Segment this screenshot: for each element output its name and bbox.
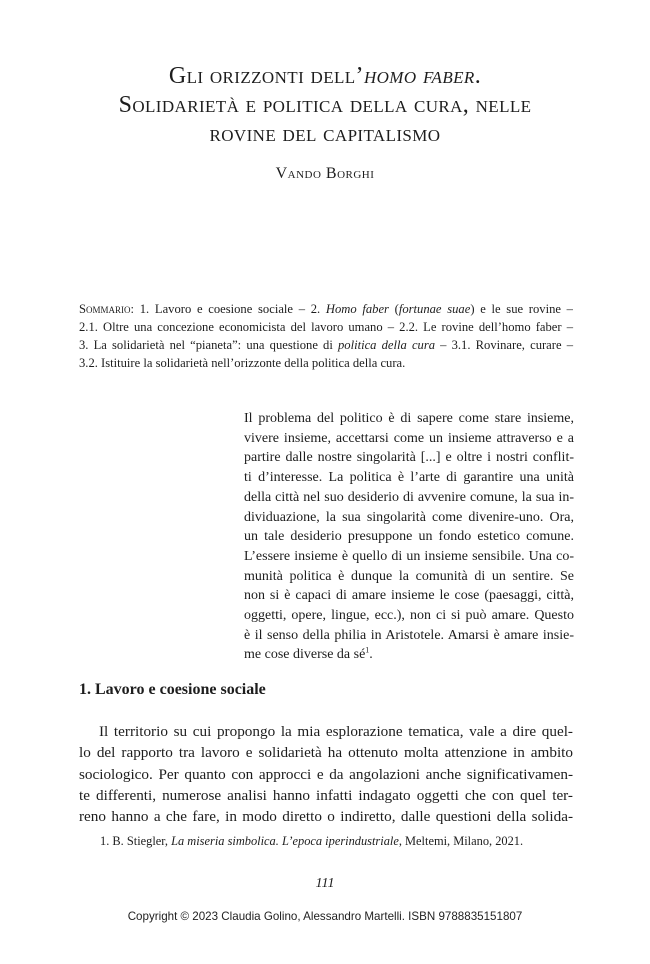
page-number: 111 — [315, 876, 335, 891]
author-name: Vando Borghi — [275, 165, 375, 182]
footnote-title: La miseria simbolica. L’epoca iperindustriale — [171, 834, 399, 848]
footnote-publisher: , Meltemi, Milano, 2021. — [398, 834, 524, 848]
epigraph-line: è il senso della philia in Aristotele. Amarsi è amare insie- — [244, 627, 574, 643]
epigraph-line: non si è capaci di amare insieme le cose (paesaggi, città, — [244, 588, 574, 604]
footnote — [100, 834, 523, 849]
body-line: lo del rapporto tra lavoro e solidarietà ha ottenuto molta attenzione in ambito — [79, 744, 573, 762]
epigraph-line: me cose diverse da $sé^1$. — [244, 645, 373, 663]
epigraph-line: Il problema del politico è di sapere come stare insieme, — [244, 411, 574, 426]
title-line-2: Solidarietà e politica della cura, nelle — [118, 92, 532, 118]
body-paragraph — [79, 721, 573, 827]
footnote-number: 1. — [100, 834, 110, 848]
epigraph-line: vivere insieme, accettarsi come un insieme attraverso e a — [244, 430, 574, 446]
article-title — [60, 62, 590, 149]
title-italic-homo-faber: homo faber — [363, 63, 475, 89]
section-heading: 1. Lavoro e coesione sociale — [79, 681, 266, 698]
summary-line: 3.2. Istituire la solidarietà nell’orizzonte della politica della cura. — [79, 356, 406, 370]
epigraph-line: un tale desiderio presuppone un fondo estetico comune. — [244, 529, 574, 545]
epigraph-line: oggetti, opere, lingue, ecc.), non ci si può amare. Questo — [244, 608, 574, 624]
summary-line: Sommario: 1. Lavoro e coesione sociale – 2. Homo faber (fortunae suae) e le sue rovine – — [79, 302, 573, 316]
epigraph-line: ti d’interesse. La politica è l’arte di garantire una unità — [244, 470, 574, 486]
summary-label: Sommario — [79, 302, 131, 316]
title-line-3: rovine del capitalismo — [209, 121, 441, 147]
footnote-author: B. Stiegler, — [112, 834, 172, 848]
summary-line: 2.1. Oltre una concezione economicista del lavoro umano – 2.2. Le rovine dell’homo faber – — [79, 320, 573, 334]
summary — [79, 300, 573, 372]
epigraph-line: dividuazione, la sua singolarità come divenire-uno. Ora, — [244, 509, 574, 525]
epigraph — [244, 409, 574, 665]
title-line-1: Gli orizzonti dell’homo faber. — [168, 63, 482, 89]
body-line: reno hanno a che fare, in modo diretto o indiretto, dalle questioni della solida- — [79, 808, 573, 826]
epigraph-line: L’essere insieme è quello di un insieme sensibile. Una co- — [244, 548, 574, 564]
epigraph-line: munità politica è dunque la comunità di un sentire. Se — [244, 568, 574, 584]
body-line: sociologico. Per quanto con approcci e da angolazioni anche significativamen- — [79, 765, 573, 783]
footnote-reference[interactable]: 1 — [365, 645, 370, 655]
summary-line: 3. La solidarietà nel “pianeta”: una questione di politica della cura – 3.1. Rovinare, curare – — [79, 338, 573, 352]
body-line: Il territorio su cui propongo la mia esplorazione tematica, vale a dire quel- — [99, 723, 573, 740]
epigraph-line: partire dalle nostre singolarità [...] e oltre i nostri conflit- — [244, 450, 574, 466]
epigraph-line: della città nel suo desiderio di avvenire comune, la sua in- — [244, 489, 574, 505]
body-line: te differenti, numerose analisi hanno infatti indagato oggetti che con quel ter- — [79, 786, 573, 804]
copyright-notice: Copyright © 2023 Claudia Golino, Alessandro Martelli. ISBN 9788835151807 — [127, 910, 523, 923]
